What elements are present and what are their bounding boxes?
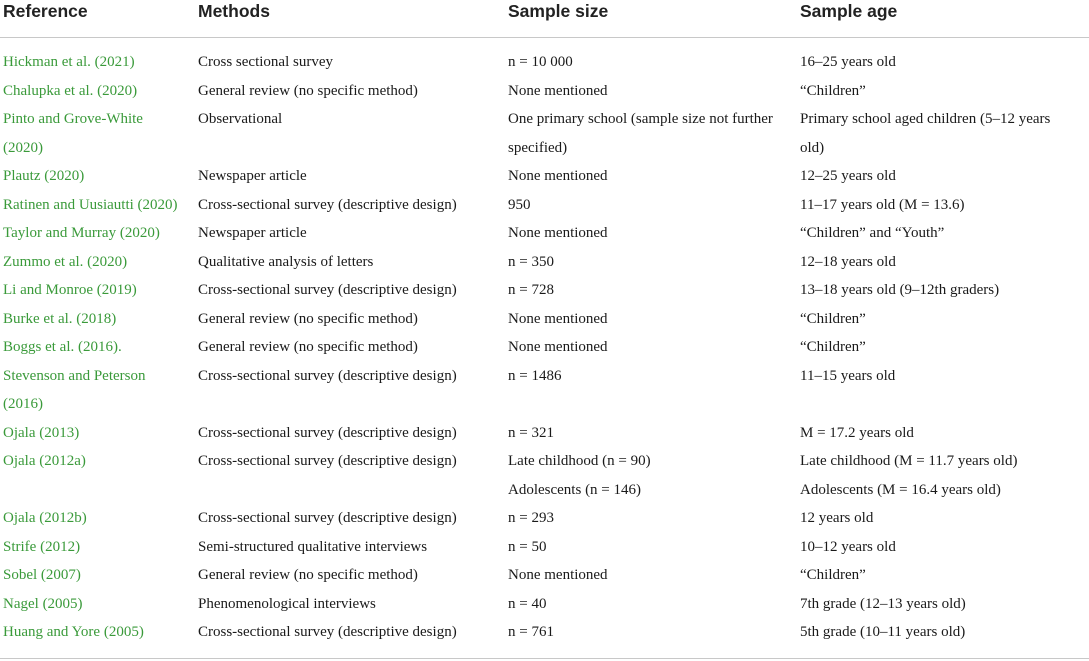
table-cell-method: General review (no specific method) xyxy=(198,310,418,327)
table-cell-method: Observational xyxy=(198,111,283,127)
table-cell-reference[interactable]: Hickman et al. (2021) xyxy=(3,54,135,70)
table-cell-sample-age: 10–12 years old xyxy=(800,538,896,555)
table-cell-method: Cross-sectional survey (descriptive design) xyxy=(198,196,457,213)
table-row xyxy=(0,618,1089,647)
table-cell-sample-size: n = 350 xyxy=(508,253,554,270)
table-cell-sample-age: 11–15 years old xyxy=(800,367,896,384)
table-cell-reference[interactable]: Huang and Yore (2005) xyxy=(3,624,144,640)
table-cell-method: Cross-sectional survey (descriptive design) xyxy=(198,624,457,640)
table-cell-reference[interactable]: Stevenson and Peterson (2016) xyxy=(3,367,146,412)
table-cell-sample-age: “Children” xyxy=(800,82,866,99)
table-cell-reference[interactable]: Pinto and Grove-White (2020) xyxy=(3,111,143,156)
table-cell-sample-size: n = 761 xyxy=(508,624,554,640)
table-cell-sample-size: n = 40 xyxy=(508,595,547,612)
table-cell-sample-size: One primary school (sample size not further specified) xyxy=(508,111,773,156)
table-cell-sample-size: None mentioned xyxy=(508,82,608,99)
table-cell-method: Cross-sectional survey (descriptive design) xyxy=(198,282,457,298)
table-cell-sample-age: “Children” xyxy=(800,339,866,355)
table-cell-reference[interactable]: Li and Monroe (2019) xyxy=(3,282,137,298)
table-cell-sample-size: None mentioned xyxy=(508,168,608,184)
table-cell-sample-age: 16–25 years old xyxy=(800,54,896,70)
table-cell-sample-size: None mentioned xyxy=(508,225,608,241)
header-sample-size: Sample size xyxy=(508,1,609,21)
table-header xyxy=(0,0,1089,38)
table-cell-sample-size: n = 10 000 xyxy=(508,54,573,70)
table-row xyxy=(0,105,1089,162)
table-body xyxy=(0,48,1089,647)
table-row xyxy=(0,533,1089,562)
table-cell-sample-age: “Children” xyxy=(800,567,866,583)
table-cell-sample-age: 13–18 years old (9–12th graders) xyxy=(800,282,1000,298)
table-cell-method: Phenomenological interviews xyxy=(198,595,376,612)
table-cell-sample-size: 950 xyxy=(508,196,531,213)
table-cell-method: Cross sectional survey xyxy=(198,54,333,70)
header-sample-age: Sample age xyxy=(800,1,898,21)
table-row xyxy=(0,333,1089,362)
table-cell-method: Newspaper article xyxy=(198,225,307,241)
table-cell-method: General review (no specific method) xyxy=(198,567,418,583)
table-row xyxy=(0,48,1089,77)
table-cell-method: General review (no specific method) xyxy=(198,339,418,355)
table-row xyxy=(0,561,1089,590)
table-cell-reference[interactable]: Boggs et al. (2016). xyxy=(3,339,122,355)
table-cell-sample-age: M = 17.2 years old xyxy=(800,424,914,441)
table-row xyxy=(0,162,1089,191)
table-cell-sample-age: Primary school aged children (5–12 years old) xyxy=(800,111,1051,156)
table-row xyxy=(0,191,1089,220)
table-cell-reference[interactable]: Ojala (2012b) xyxy=(3,510,87,526)
table-cell-sample-size: None mentioned xyxy=(508,567,608,583)
table-cell-reference[interactable]: Ojala (2012a) xyxy=(3,453,86,469)
table-cell-sample-age: 5th grade (10–11 years old) xyxy=(800,624,966,640)
table-row xyxy=(0,77,1089,106)
table-cell-sample-age: 7th grade (12–13 years old) xyxy=(800,595,966,612)
table-cell-sample-age: “Children” xyxy=(800,310,866,327)
table-row xyxy=(0,504,1089,533)
header-methods: Methods xyxy=(198,1,270,21)
table-row xyxy=(0,447,1089,504)
table-row xyxy=(0,362,1089,419)
table-cell-method: Newspaper article xyxy=(198,168,307,184)
table-cell-reference[interactable]: Sobel (2007) xyxy=(3,567,81,583)
table-cell-sample-size: n = 321 xyxy=(508,424,554,441)
table-cell-method: Cross-sectional survey (descriptive design) xyxy=(198,510,457,526)
table-cell-reference[interactable]: Taylor and Murray (2020) xyxy=(3,225,160,241)
table-cell-sample-age: Late childhood (M = 11.7 years old) Adolescents (M = 16.4 years old) xyxy=(800,453,1018,498)
table-cell-reference[interactable]: Chalupka et al. (2020) xyxy=(3,82,138,99)
table-cell-method: Qualitative analysis of letters xyxy=(198,253,374,270)
table-cell-reference[interactable]: Burke et al. (2018) xyxy=(3,310,117,327)
table-cell-sample-size: None mentioned xyxy=(508,339,608,355)
table-cell-sample-size: n = 1486 xyxy=(508,367,562,384)
header-reference: Reference xyxy=(3,1,88,21)
table-cell-sample-age: 11–17 years old (M = 13.6) xyxy=(800,196,965,213)
table-cell-sample-size: Late childhood (n = 90) Adolescents (n = 146) xyxy=(508,453,651,498)
table-cell-sample-size: n = 728 xyxy=(508,282,554,298)
table-cell-method: Cross-sectional survey (descriptive design) xyxy=(198,424,457,441)
table-row xyxy=(0,305,1089,334)
table-cell-reference[interactable]: Zummo et al. (2020) xyxy=(3,253,128,270)
table-row xyxy=(0,276,1089,305)
table-row xyxy=(0,419,1089,448)
table-cell-sample-age: 12–18 years old xyxy=(800,253,896,270)
table-row xyxy=(0,248,1089,277)
table-cell-reference[interactable]: Plautz (2020) xyxy=(3,168,85,184)
table-cell-method: Cross-sectional survey (descriptive design) xyxy=(198,367,457,384)
table-row xyxy=(0,219,1089,248)
table-cell-sample-age: 12 years old xyxy=(800,510,874,526)
table-cell-reference[interactable]: Strife (2012) xyxy=(3,538,81,555)
table-cell-method: Semi-structured qualitative interviews xyxy=(198,538,428,555)
table-cell-method: General review (no specific method) xyxy=(198,82,418,99)
table-cell-sample-age: 12–25 years old xyxy=(800,168,896,184)
table-cell-sample-size: n = 50 xyxy=(508,538,547,555)
table-cell-reference[interactable]: Ojala (2013) xyxy=(3,424,80,441)
table-row xyxy=(0,590,1089,619)
table-cell-sample-size: None mentioned xyxy=(508,310,608,327)
table-cell-sample-age: “Children” and “Youth” xyxy=(800,225,945,241)
bottom-rule xyxy=(0,658,1089,659)
table-cell-reference[interactable]: Nagel (2005) xyxy=(3,595,83,612)
table-cell-reference[interactable]: Ratinen and Uusiautti (2020) xyxy=(3,196,178,213)
table-cell-method: Cross-sectional survey (descriptive design) xyxy=(198,453,457,469)
table-cell-sample-size: n = 293 xyxy=(508,510,554,526)
